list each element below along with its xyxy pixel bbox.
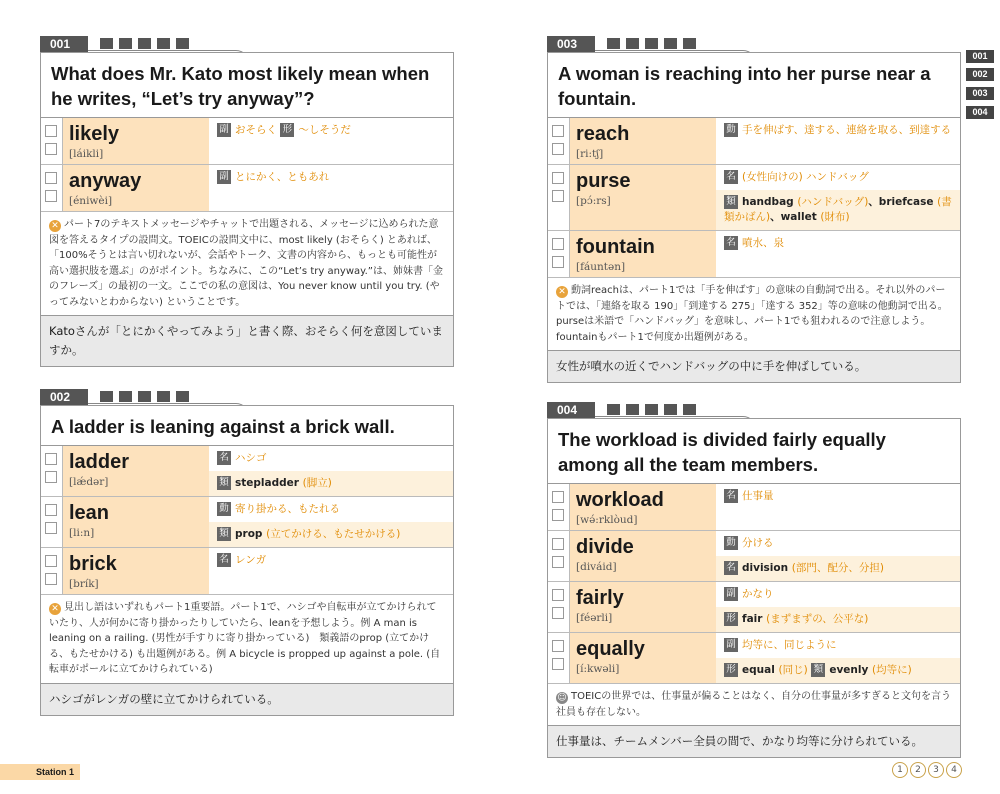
pronunciation: [féərli] [576, 612, 613, 624]
headword: lean [69, 502, 110, 524]
explanation-note: ✕ 見出し語はいずれもパート1重要語。パート1で、ハシゴや自転車が立てかけられていたり、人が何かに寄り掛かったりしていたら、leanを予想しよう。例 A man is leaning on a railing. (男性が手すりに寄り掛かっている) 類義語のprop (立てかける、もたせかける) も出題例がある。例 A bicycle is propped up against a pole. (自転車がポールに立てかけられている) [41, 595, 453, 684]
pronunciation: [pɔ́:rs] [576, 195, 611, 207]
explanation-note: ✕ 動詞reachは、パート1では「手を伸ばす」の意味の自動詞で出る。それ以外のパートでは、「連絡を取る 190」「到達する 275」「達する 352」等の意味の他動詞で出る。purseは米語で「ハンドバッグ」を意味し、パート1でも狙われるので注意しよう。fountainもパート1で何度か出題例がある。 [548, 278, 960, 351]
word-row [41, 446, 453, 497]
definition: とにかく、ともあれ [235, 171, 330, 183]
headword: purse [576, 170, 631, 192]
definition: 噴水、泉 [742, 237, 784, 249]
headword: anyway [69, 170, 142, 192]
synonym: 類 prop (立てかける、もたせかける) [209, 522, 453, 547]
card-003 [547, 52, 961, 383]
pos-badge: 副 [724, 587, 738, 601]
card-number: 001 [40, 36, 88, 52]
headword: fountain [576, 236, 655, 258]
headword: workload [576, 489, 664, 511]
word-row [41, 548, 453, 595]
face-icon: ☺ [557, 693, 567, 703]
check-box[interactable] [552, 640, 564, 652]
question-text: What does Mr. Kato most likely mean when he writes, “Let’s try anyway”? [41, 53, 453, 118]
page-number[interactable]: 1 [892, 762, 908, 778]
pointer-icon: ✕ [49, 220, 61, 232]
pronunciation: [lǽdər] [69, 476, 109, 488]
check-box[interactable] [45, 453, 57, 465]
check-box[interactable] [552, 491, 564, 503]
pos-badge: 名 [217, 553, 231, 567]
pos-badge: 副 [217, 123, 231, 137]
side-tab-003[interactable]: 003 [966, 87, 994, 100]
check-box[interactable] [552, 589, 564, 601]
pos-badge: 名 [724, 170, 738, 184]
word-cell [63, 118, 209, 164]
pronunciation: [diváid] [576, 561, 617, 573]
check-box[interactable] [45, 190, 57, 202]
question-text: A woman is reaching into her purse near a fountain. [548, 53, 960, 118]
pronunciation: [láikli] [69, 148, 104, 160]
pronunciation: [li:n] [69, 527, 95, 539]
check-box[interactable] [45, 172, 57, 184]
pronunciation: [wə́:rklòud] [576, 514, 638, 526]
synonym: 類 stepladder (脚立) [209, 471, 453, 496]
translation: Katoさんが「とにかくやってみよう」と書く際、おそらく何を意図していますか。 [41, 316, 453, 366]
check-box[interactable] [552, 607, 564, 619]
question-text: The workload is divided fairly equally among all the team members. [548, 419, 960, 484]
check-box[interactable] [45, 504, 57, 516]
pronunciation: [brík] [69, 578, 99, 590]
headword: reach [576, 123, 630, 145]
check-box[interactable] [552, 172, 564, 184]
check-box[interactable] [45, 522, 57, 534]
definition: 分ける [742, 537, 774, 549]
check-box[interactable] [552, 256, 564, 268]
explanation-note: ☺ TOEICの世界では、仕事量が偏ることはなく、自分の仕事量が多すぎると文句を言う社員も存在しない。 [548, 684, 960, 726]
translation: 女性が噴水の近くでハンドバッグの中に手を伸ばしている。 [548, 351, 960, 382]
check-box[interactable] [45, 471, 57, 483]
check-box[interactable] [552, 658, 564, 670]
pronunciation: [éniwèi] [69, 195, 113, 207]
check-box[interactable] [45, 125, 57, 137]
card-002 [40, 405, 454, 716]
page-indicators [892, 762, 962, 778]
synonym: 類 handbag (ハンドバッグ)、briefcase (書類かばん)、wallet (財布) [716, 190, 960, 230]
translation: ハシゴがレンガの壁に立てかけられている。 [41, 684, 453, 715]
definition: ハシゴ [235, 452, 267, 464]
related-word: 名 division (部門、配分、分担) [716, 556, 960, 581]
definition: 手を伸ばす、達する、連絡を取る、到達する [742, 124, 952, 136]
side-tab-001[interactable]: 001 [966, 50, 994, 63]
card-number: 003 [547, 36, 595, 52]
headword: divide [576, 536, 634, 558]
side-tab-002[interactable]: 002 [966, 68, 994, 81]
related-word: 形 fair (まずまずの、公平な) [716, 607, 960, 632]
word-row [41, 118, 453, 165]
headword: brick [69, 553, 117, 575]
card-number: 002 [40, 389, 88, 405]
definition: 寄り掛かる、もたれる [235, 503, 340, 515]
check-box[interactable] [552, 556, 564, 568]
checkboxes [41, 118, 63, 164]
card-004 [547, 418, 961, 758]
pos-badge: 動 [724, 536, 738, 550]
definition: ～しそうだ [298, 124, 351, 136]
headword: fairly [576, 587, 624, 609]
pointer-icon: ✕ [556, 286, 568, 298]
check-box[interactable] [45, 573, 57, 585]
definition: 均等に、同じように [742, 639, 837, 651]
card-number: 004 [547, 402, 595, 418]
pos-badge: 名 [217, 451, 231, 465]
pronunciation: [ri:tʃ] [576, 148, 604, 160]
check-box[interactable] [552, 143, 564, 155]
definition: かなり [742, 588, 774, 600]
definition: レンガ [235, 554, 267, 566]
check-box[interactable] [45, 143, 57, 155]
page-number[interactable]: 4 [946, 762, 962, 778]
check-box[interactable] [552, 190, 564, 202]
pos-badge: 動 [217, 502, 231, 516]
word-row [548, 633, 960, 684]
translation: 仕事量は、チームメンバー全員の間で、かなり均等に分けられている。 [548, 726, 960, 757]
word-row [548, 582, 960, 633]
check-box[interactable] [552, 509, 564, 521]
word-row [41, 165, 453, 212]
check-box[interactable] [552, 238, 564, 250]
definition: おそらく [235, 124, 277, 136]
word-row [548, 484, 960, 531]
page-number[interactable]: 3 [928, 762, 944, 778]
check-box[interactable] [45, 555, 57, 567]
question-text: A ladder is leaning against a brick wall. [41, 406, 453, 446]
pointer-icon: ✕ [49, 603, 61, 615]
pos-badge: 形 [280, 123, 294, 137]
definition: 仕事量 [742, 490, 774, 502]
page-number[interactable]: 2 [910, 762, 926, 778]
pos-badge: 副 [724, 638, 738, 652]
word-row [548, 118, 960, 165]
check-box[interactable] [552, 538, 564, 550]
side-tab-004[interactable]: 004 [966, 106, 994, 119]
pos-badge: 動 [724, 123, 738, 137]
word-row [548, 531, 960, 582]
check-box[interactable] [552, 125, 564, 137]
word-row [41, 497, 453, 548]
pos-badge: 名 [724, 236, 738, 250]
station-label: Station 1 [0, 764, 80, 780]
card-001 [40, 52, 454, 367]
headword: likely [69, 123, 120, 145]
word-row [548, 165, 960, 231]
explanation-note: ✕ パート7のテキストメッセージやチャットで出題される、メッセージに込められた意図を答えるタイプの設問文。TOEICの設問文中に、most likely (おそらく) とあれば、「100%そうとは言い切れないが、会話やトーク、文書の内容から、もっとも可能性が高い選択肢を選ぶ」のがポイント。ちなみに、この“Let’s try anyway.”は、姉妹書「金のフレーズ」の最初の一文。ここでの私の意図は、You never know until you try. (やってみないとわからない) ということです。 [41, 212, 453, 316]
related-word: 形 equal (同じ) 類 evenly (均等に) [716, 658, 960, 683]
headword: ladder [69, 451, 130, 473]
word-row [548, 231, 960, 278]
pos-badge: 副 [217, 170, 231, 184]
definition: (女性向けの) ハンドバッグ [742, 171, 869, 183]
headword: equally [576, 638, 645, 660]
pos-badge: 名 [724, 489, 738, 503]
pronunciation: [fáuntən] [576, 261, 626, 273]
pronunciation: [í:kwəli] [576, 663, 620, 675]
